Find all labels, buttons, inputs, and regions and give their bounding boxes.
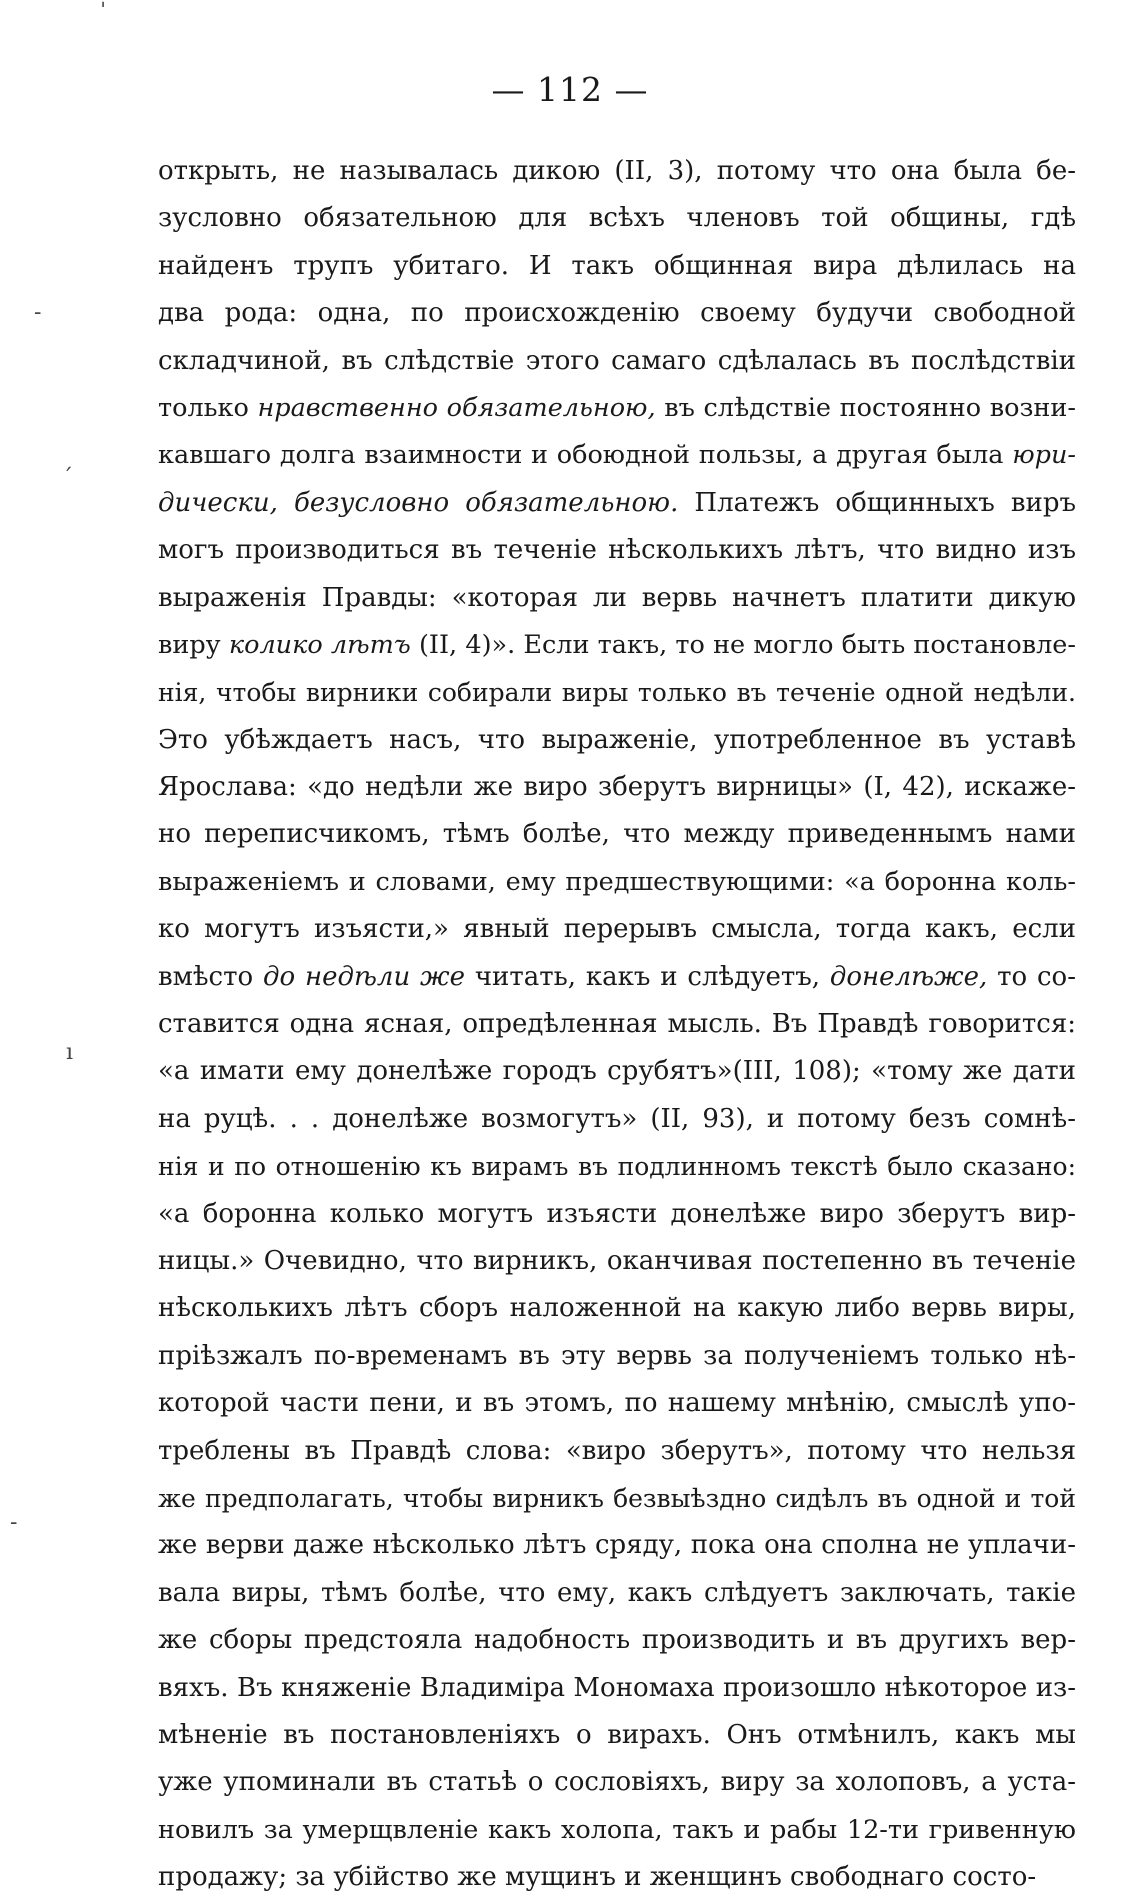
text-line bbox=[158, 954, 1076, 1001]
text-segment: мѣненіе въ постановленіяхъ о вирахъ. Онъ отмѣнилъ, какъ мы bbox=[158, 1719, 1076, 1750]
text-segment: зусловно обязательною для всѣхъ членовъ той общины, гдѣ bbox=[158, 203, 1076, 234]
text-line bbox=[158, 480, 1076, 527]
text-line bbox=[158, 622, 1076, 669]
margin-tick-mark: ˈ bbox=[100, 0, 107, 25]
text-line bbox=[158, 1570, 1076, 1617]
italic-text-segment: юри- bbox=[1012, 440, 1076, 471]
text-line bbox=[158, 1759, 1076, 1806]
text-line bbox=[158, 811, 1076, 858]
text-segment: Ярослава: «до недѣли же виро зберутъ вирницы» (I, 42), искаже- bbox=[158, 772, 1076, 803]
text-segment: вала виры, тѣмъ болѣе, что ему, какъ слѣдуетъ заключать, такіе bbox=[158, 1577, 1076, 1608]
margin-tick-mark: ˊ bbox=[62, 466, 73, 491]
text-segment: пріѣзжалъ по-временамъ въ эту вервь за полученіемъ только нѣ- bbox=[158, 1340, 1076, 1371]
text-line bbox=[158, 859, 1076, 906]
text-segment: читать, какъ и слѣдуетъ, bbox=[464, 961, 830, 992]
text-segment: ницы.» Очевидно, что вирникъ, оканчивая постепенно въ теченіе bbox=[158, 1245, 1076, 1276]
text-segment: складчиной, въ слѣдствіе этого самаго сдѣлалась въ послѣдствіи bbox=[158, 345, 1076, 376]
italic-text-segment: нравственно обязательною, bbox=[257, 392, 656, 423]
text-line bbox=[158, 290, 1076, 337]
text-line bbox=[158, 1428, 1076, 1475]
text-line bbox=[158, 432, 1076, 479]
text-segment: же верви даже нѣсколько лѣтъ сряду, пока она сполна не уплачи- bbox=[158, 1530, 1076, 1561]
text-segment: нія и по отношенію къ вирамъ въ подлинномъ текстѣ было сказано: bbox=[158, 1152, 1076, 1182]
text-line bbox=[158, 527, 1076, 574]
text-line bbox=[158, 1807, 1076, 1854]
text-segment: «а имати ему донелѣже городъ срубятъ»(III, 108); «тому же дати bbox=[158, 1056, 1076, 1087]
text-segment: только bbox=[158, 392, 258, 423]
text-line bbox=[158, 1712, 1076, 1759]
italic-text-segment: до недѣли же bbox=[262, 961, 465, 992]
text-segment: ставится одна ясная, опредѣленная мысль. Въ Правдѣ говорится: bbox=[158, 1009, 1076, 1040]
text-line bbox=[158, 148, 1076, 195]
text-line bbox=[158, 1048, 1076, 1095]
text-segment: новилъ за умерщвленіе какъ холопа, такъ и рабы 12-ти гривенную bbox=[158, 1814, 1076, 1845]
italic-text-segment: донелѣже, bbox=[829, 961, 988, 992]
text-line bbox=[158, 717, 1076, 764]
text-segment: найденъ трупъ убитаго. И такъ общинная вира дѣлилась на bbox=[158, 250, 1076, 281]
text-segment: вяхъ. Въ княженіе Владиміра Мономаха произошло нѣкоторое из- bbox=[158, 1672, 1076, 1703]
text-segment: Платежъ общинныхъ виръ bbox=[678, 487, 1076, 518]
page-number: — 112 — bbox=[491, 70, 649, 109]
text-line bbox=[158, 1522, 1076, 1569]
text-segment: выраженіемъ и словами, ему предшествующими: «а боронна коль- bbox=[158, 866, 1076, 897]
text-line bbox=[158, 195, 1076, 242]
text-segment: «а боронна колько могутъ изъясти донелѣже виро зберутъ вир- bbox=[158, 1198, 1076, 1229]
text-line bbox=[158, 1380, 1076, 1427]
text-line bbox=[158, 1333, 1076, 1380]
text-segment: ко могутъ изъясти,» явный перерывъ смысла, тогда какъ, если bbox=[158, 914, 1076, 945]
text-line bbox=[158, 1854, 1076, 1901]
text-segment: треблены въ Правдѣ слова: «виро зберутъ», потому что нельзя bbox=[158, 1435, 1076, 1466]
text-line bbox=[158, 1001, 1076, 1048]
text-segment: виру bbox=[158, 629, 229, 660]
text-line bbox=[158, 243, 1076, 290]
text-line bbox=[158, 906, 1076, 953]
text-line bbox=[158, 1475, 1076, 1522]
text-segment: на руцѣ. . . донелѣже возмогутъ» (II, 93), и потому безъ сомнѣ- bbox=[158, 1103, 1076, 1134]
margin-tick-mark: ı bbox=[66, 1040, 74, 1065]
text-segment: могъ производиться въ теченіе нѣсколькихъ лѣтъ, что видно изъ bbox=[158, 535, 1076, 566]
text-segment: уже упоминали въ статьѣ о сословіяхъ, виру за холоповъ, а уста- bbox=[158, 1767, 1076, 1798]
text-segment: въ слѣдствіе постоянно возни- bbox=[655, 392, 1076, 423]
text-segment: то со- bbox=[987, 961, 1076, 992]
text-line bbox=[158, 1617, 1076, 1664]
text-line bbox=[158, 1238, 1076, 1285]
text-line bbox=[158, 669, 1076, 716]
text-segment: (II, 4)». Если такъ, то не могло быть постановле- bbox=[410, 629, 1076, 660]
text-line bbox=[158, 764, 1076, 811]
text-segment: же предполагать, чтобы вирникъ безвыѣздно сидѣлъ въ одной и той bbox=[158, 1483, 1076, 1513]
text-segment: Это убѣждаетъ насъ, что выраженіе, употребленное въ уставѣ bbox=[158, 724, 1076, 755]
text-segment: же сборы предстояла надобность производить и въ другихъ вер- bbox=[158, 1625, 1076, 1656]
text-segment: но переписчикомъ, тѣмъ болѣе, что между приведеннымъ нами bbox=[158, 819, 1076, 850]
italic-text-segment: дически, безусловно обязательною. bbox=[158, 487, 679, 518]
text-segment: выраженія Правды: «которая ли вервь начнетъ платити дикую bbox=[158, 582, 1076, 613]
text-segment: кавшаго долга взаимности и обоюдной пользы, а другая была bbox=[158, 440, 1013, 471]
text-segment: которой части пени, и въ этомъ, по нашему мнѣнію, смыслѣ упо- bbox=[158, 1388, 1076, 1419]
text-segment: нія, чтобы вирники собирали виры только въ теченіе одной недѣли. bbox=[158, 678, 1076, 708]
text-line bbox=[158, 1096, 1076, 1143]
text-line bbox=[158, 1665, 1076, 1712]
text-line bbox=[158, 1285, 1076, 1332]
text-segment: продажу; за убійство же мущинъ и женщинъ свободнаго состо- bbox=[158, 1862, 1037, 1893]
body-text bbox=[158, 148, 1076, 1901]
text-segment: открыть, не называлась дикою (II, 3), потому что она была бе- bbox=[158, 156, 1076, 186]
margin-tick-mark: - bbox=[34, 300, 42, 325]
text-line bbox=[158, 575, 1076, 622]
italic-text-segment: колико лѣтъ bbox=[228, 629, 411, 660]
text-line bbox=[158, 1143, 1076, 1190]
margin-tick-mark: - bbox=[10, 1510, 18, 1535]
text-line bbox=[158, 1191, 1076, 1238]
text-segment: нѣсколькихъ лѣтъ сборъ наложенной на какую либо вервь виры, bbox=[158, 1293, 1076, 1324]
text-segment: вмѣсто bbox=[158, 961, 263, 992]
text-line bbox=[158, 385, 1076, 432]
text-line bbox=[158, 338, 1076, 385]
text-segment: два рода: одна, по происхожденію своему будучи свободной bbox=[158, 298, 1076, 329]
